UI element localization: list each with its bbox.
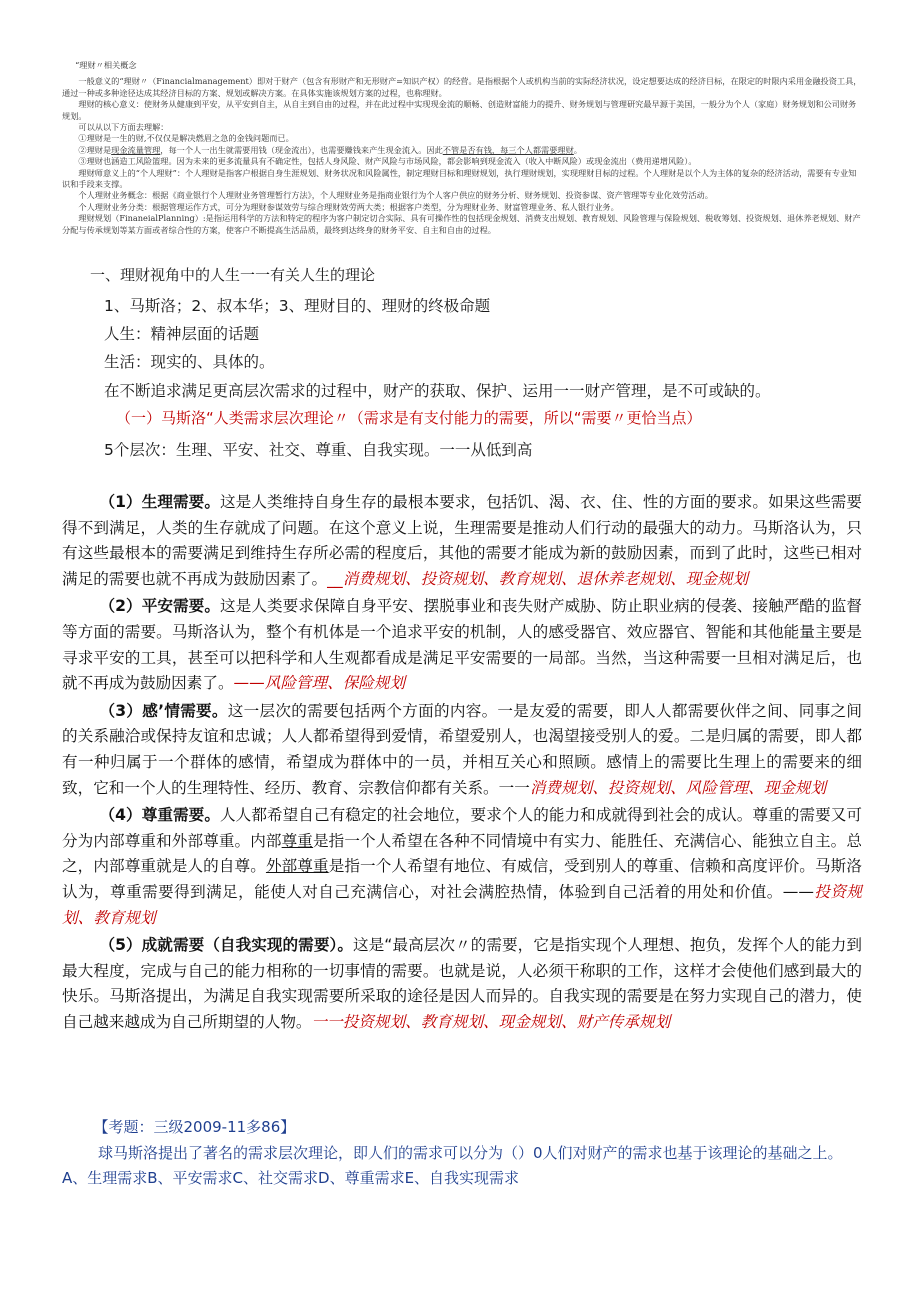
- need-paragraph: （5）成就需要（自我实现的需要）。这是“最高层次〃的需要，它是指实现个人理想、抱负，发挥个人的能力到最大程度，完成与自己的能力相称的一切事情的需要。也就是说，人必须干称职的工作，这样才会使他们感到最大的快乐。马斯洛提出，为满足自我实现需要所采取的途径是因人而异的。自我实现的需要是在努力实现自己的潜力，使自己越来越成为自己所期望的人物。一一投资规划、教育规划、现金规划、财产传承规划: [62, 936, 862, 1031]
- need-paragraph: （2）平安需要。这是人类要求保障自身平安、摆脱事业和丧失财产威胁、防止职业病的侵袭、接触严酷的监督等方面的需要。马斯洛认为，整个有机体是一个追求平安的机制，人的感受器官、效应器官、智能和其他能量主要是寻求平安的工具，甚至可以把科学和人生观都看成是满足平安需要的一局部。当然，当这种需要一旦相对满足后，也就不再成为鼓励因素了。——风险管理、保险规划: [62, 597, 862, 693]
- intro-paragraph: 理财师意义上的“个人理财”：个人理财是指客户根据自身生涯规划、财务状况和风险属性，制定理财目标和理财规划，执行理财规划，实现理财目标的过程。个人理财是以个人为主体的复杂的经济活动，需要有专业知识和手段来支撑。: [62, 167, 857, 190]
- living-line: 生活：现实的、具体的。: [104, 353, 275, 371]
- need-name: 平安需要。: [141, 597, 220, 616]
- theory-list: 1、马斯洛；2、叔本华；3、理财目的、理财的终极命题: [104, 297, 491, 315]
- need-paragraph: （1）生理需要。这是人类维持自身生存的最根本要求，包括饥、渴、衣、住、性的方面的要求。如果这些需要得不到满足，人类的生存就成了问题。在这个意义上说，生理需要是推动人们行动的最强大的动力。马斯洛认为，只有这些最根本的需要满足到维持生存所必需的程度后，其他的需要才能成为新的鼓励因素，而到了此时，这些已相对满足的需要也就不再成为鼓励因素了。__消费规划、投资规划、教育规划、退休养老规划、现金规划: [62, 493, 862, 588]
- section-heading: 一、理财视角中的人生一一有关人生的理论: [90, 266, 376, 284]
- intro-paragraph: 理财规划（FinaneialPlanning）:是指运用科学的方法和特定的程序为客户制定切合实际、具有可操作性的包括现金规划、消费支出规划、教育规划、风险管理与保险规划、税收筹划、投资规划、退休养老规划、财产分配与传承规划等某方面或者综合性的方案，使客户不断提高生活品质，最终到达终身的财务平安、自主和自由的过程。: [62, 213, 861, 235]
- intro-paragraph: 个人理财业务概念：根据《商业银行个人理财业务管理暂行方法》，个人理财业务是指商业银行为个人客户供应的财务分析、财务规划、投资参谋、资产管理等专业化效劳活动。: [78, 190, 713, 201]
- plan-annotation: __消费规划、投资规划、教育规划、退休养老规划、现金规划: [327, 569, 749, 588]
- need-name: 生理需要。: [141, 493, 220, 511]
- maslow-subheading: （一）马斯洛“人类需求层次理论〃（需求是有支付能力的需要，所以“需要〃更恰当点）: [116, 409, 702, 427]
- intro-paragraph: 个人理财业务分类：根据管理运作方式，可分为理财参谋效劳与综合理财效劳两大类；根据客户类型，分为理财业务、财富管理业务、私人银行业务。: [78, 201, 619, 212]
- intro-paragraph: 理财的核心意义：使财务从健康到平安，从平安到自主，从自主到自由的过程，并在此过程中实现现金流的顺畅、创造财富能力的提升、财务规划与管理研究最早源于美国，一般分为个人（家庭）财务规划和公司财务规划。: [62, 99, 857, 121]
- exam-block: [62, 1115, 862, 1192]
- intro-paragraph: 一般意义的“理财〃（Financialmanagement）即对于财产（包含有形财产和无形财产=知识产权）的经营。是指根据个人或机构当前的实际经济状况，设定想要达成的经济目标，在限定的时限内采用金融投资工具，通过一种或多种途径达成其经济目标的方案、规划或解决方案。在具体实施该规划方案的过程，也称理财。: [62, 76, 862, 98]
- pursuit-line: 在不断追求满足更高层次需求的过程中，财产的获取、保护、运用一一财产管理，是不可或缺的。: [104, 382, 771, 400]
- intro-paragraph: 可以从以下方面去理解：: [78, 122, 169, 133]
- intro-paragraph: ③理财也涵造工风险篮理。因为未来的更多流量具有不确定性，包括人身风险、财产风险与市场风险，都会影响到现金流入（收入中断风险）或现金流出（费用递增风险）。: [78, 156, 697, 167]
- intro-title: “理财〃相关概念: [75, 60, 137, 70]
- need-paragraph: （4）尊重需要。人人都希望自己有稳定的社会地位，要求个人的能力和成就得到社会的成认。尊重的需要又可分为内部尊重和外部尊重。内部尊重是指一个人希望在各种不同情境中有实力、能胜任、充满信心、能独立自主。总之，内部尊重就是人的自尊。外部尊重是指一个人希望有地位、有威信，受到别人的尊重、信赖和高度评价。马斯洛认为，尊重需要得到满足，能使人对自己充满信心，对社会满腔热情，体验到自己活着的用处和价值。——投资规划、教育规划: [62, 806, 862, 927]
- levels-line: 5个层次：生理、平安、社交、尊重、自我实现。一一从低到高: [104, 441, 533, 459]
- need-name: 尊重需要。: [141, 806, 220, 825]
- underlined-term: 现金流量管理: [111, 144, 161, 155]
- underlined-term: 不管是否有钱，每三个人都需要理财: [442, 144, 574, 155]
- intro-paragraph: ②理财是现金流量管理，每一个人一出生就需要用钱（现金流出），也需要赚钱来产生现金流入。因此不管是否有钱，每三个人都需要理财。: [78, 144, 582, 155]
- plan-annotation: 投资规划、教育规划: [62, 882, 862, 927]
- plan-annotation: 消费规划、投资规划、风险管理、现金规划: [529, 778, 827, 797]
- intro-paragraph: ①理财是一生的财,不仅仅是解决燃眉之急的金钱问题而已。: [78, 133, 294, 144]
- need-paragraph: （3）感’情需要。这一层次的需要包括两个方面的内容。一是友爱的需要，即人人都需要伙伴之间、同事之间的关系融洽或保持友谊和忠诚；人人都希望得到爱情，希望爱别人，也渴望接受别人的爱。二是归属的需要，即人都有一种归属于一个群体的感情，希望成为群体中的一员，并相互关心和照顾。感情上的需要比生理上的需要来的细致，它和一个人的生理特性、经历、教育、宗教信仰都有关系。一一消费规划、投资规划、风险管理、现金规划: [62, 701, 862, 797]
- underlined-term: 外部尊重: [265, 857, 329, 876]
- underlined-term: 尊重: [281, 831, 313, 850]
- need-name: 感’情需要。: [142, 701, 228, 720]
- plan-annotation: ——风险管理、保险规划: [233, 674, 406, 693]
- exam-tag: 【考题：三级2009-11多86】: [93, 1118, 296, 1136]
- needs-body: [62, 490, 862, 1037]
- life-line: 人生：精神层面的话题: [104, 325, 260, 343]
- exam-question: 球马斯洛提出了著名的需求层次理论，即人们的需求可以分为（）0人们对财产的需求也基于该理论的基础之上。A、生理需求B、平安需求C、社交需求D、尊重需求E、自我实现需求: [62, 1143, 843, 1187]
- intro-block: [62, 60, 862, 236]
- need-name: 成就需要（自我实现的需要）。: [141, 936, 353, 955]
- plan-annotation: 一一投资规划、教育规划、现金规划、财产传承规划: [311, 1012, 671, 1031]
